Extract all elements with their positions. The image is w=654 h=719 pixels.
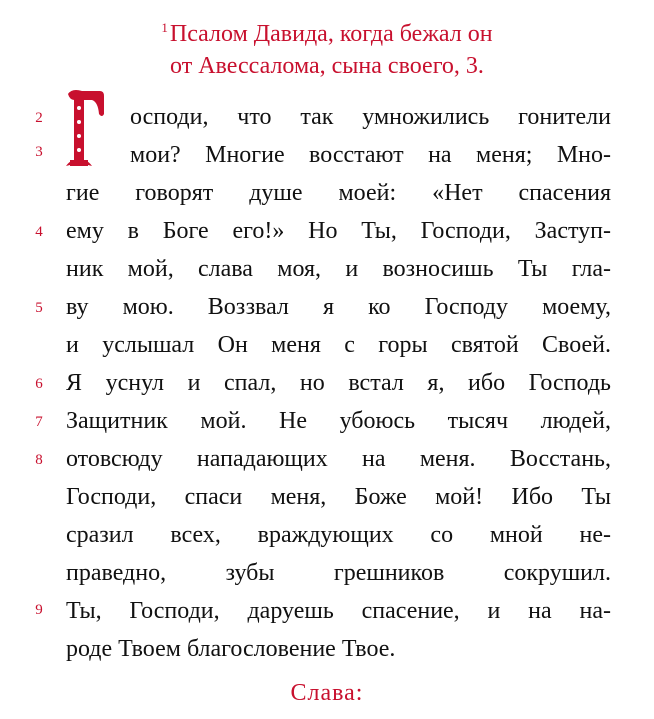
psalm-line: ему в Боге его!» Но Ты, Господи, Заступ- — [66, 218, 611, 244]
psalm-line: роде Твоем благословение Твое. — [66, 636, 396, 662]
psalm-line: мои? Многие восстают на меня; Мно- — [130, 142, 611, 168]
verse-number: 3 — [35, 144, 43, 160]
psalm-line: Защитник мой. Не убоюсь тысяч людей, — [66, 408, 611, 434]
psalm-line: осподи, что так умножились гонители — [130, 104, 611, 130]
psalm-line: сразил всех, враждующих со мной не- — [66, 522, 611, 548]
psalm-line: отовсюду нападающих на меня. Восстань, — [66, 446, 611, 472]
verse-number: 2 — [35, 110, 43, 126]
psalm-line: гие говорят душе моей: «Нет спасения — [66, 180, 611, 206]
verse-number: 4 — [35, 224, 43, 240]
verse-number: 7 — [35, 414, 43, 430]
psalm-line: ник мой, слава моя, и возносишь Ты гла- — [66, 256, 611, 282]
title-text-1: Псалом Давида, когда бежал он — [169, 21, 493, 47]
verse-number: 8 — [35, 452, 43, 468]
psalm-line: Господи, спаси меня, Боже мой! Ибо Ты — [66, 484, 611, 510]
title-superscript: 1 — [161, 20, 168, 35]
gloria-rubric: Слава: — [290, 680, 364, 706]
psalm-line: ву мою. Воззвал я ко Господу моему, — [66, 294, 611, 320]
psalm-line: Ты, Господи, даруешь спасение, и на на- — [66, 598, 611, 624]
verse-number: 9 — [35, 602, 43, 618]
psalm-line: и услышал Он меня с горы святой Своей. — [66, 332, 611, 358]
verse-number: 6 — [35, 376, 43, 392]
psalm-line: праведно, зубы грешников сокрушил. — [66, 560, 611, 586]
psalm-line: Я уснул и спал, но встал я, ибо Господь — [66, 370, 611, 396]
drop-cap-illuminated-letter — [62, 88, 106, 168]
psalm-title-line-2: от Авессалома, сына своего, 3. — [170, 53, 484, 79]
verse-number: 5 — [35, 300, 43, 316]
psalm-title-line-1 — [0, 14, 654, 48]
